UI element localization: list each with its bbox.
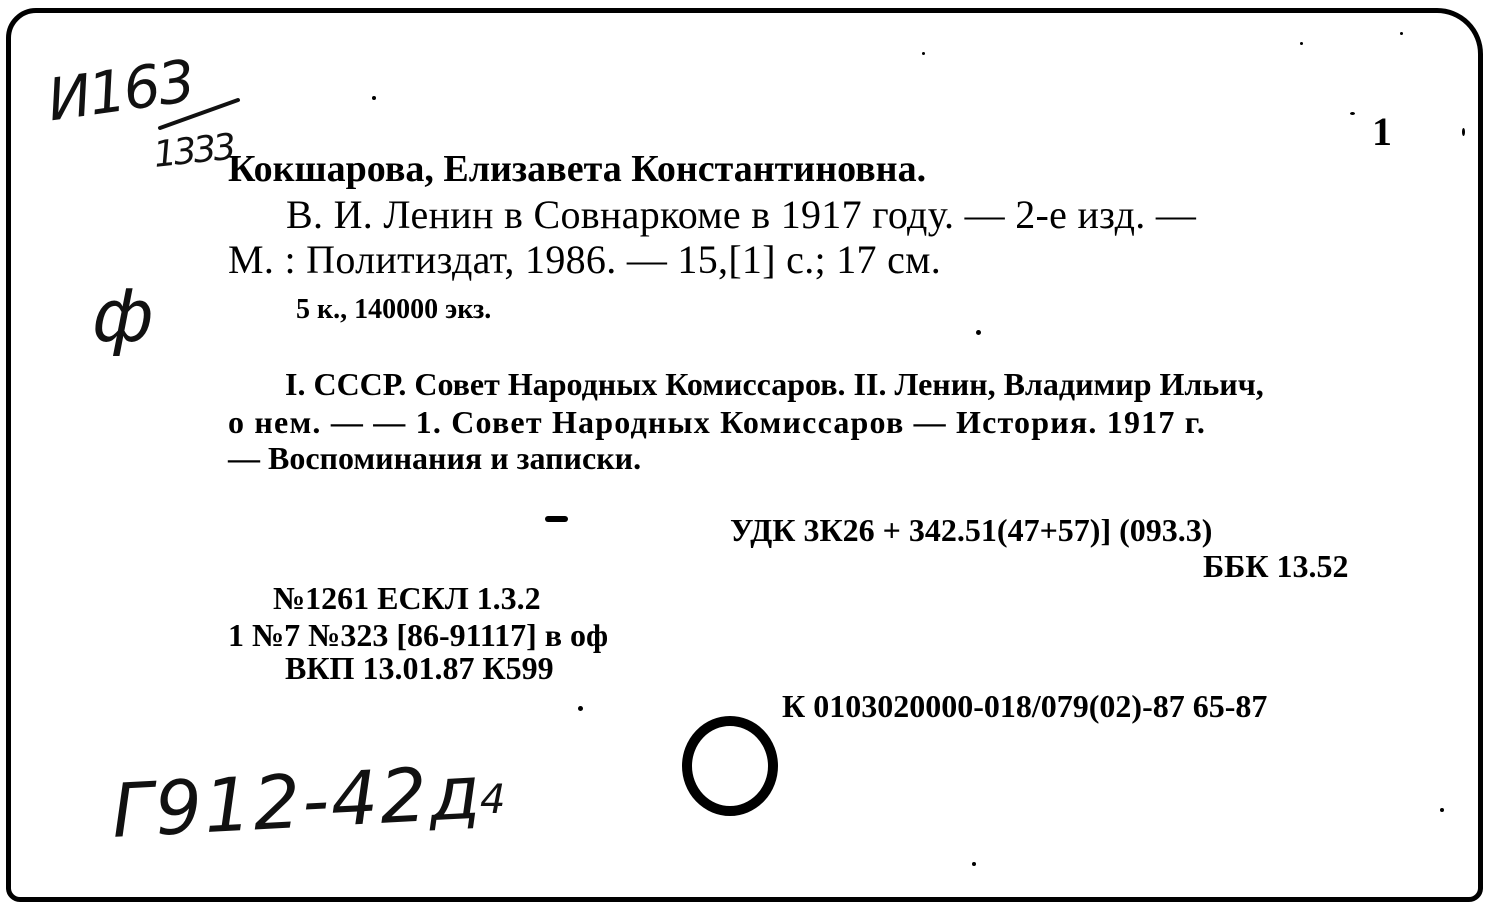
internal-line-1: №1261 ЕСКЛ 1.3.2 xyxy=(273,580,541,616)
author-heading: Кокшарова, Елизавета Константиновна. xyxy=(228,148,927,190)
handwritten-shelf-superscript: 4 xyxy=(480,777,506,823)
bbk-index: ББК 13.52 xyxy=(1203,548,1349,584)
tracing-line-1: I. СССР. Совет Народных Комиссаров. II. Ленин, Владимир Ильич, xyxy=(285,366,1264,402)
price-line: 5 к., 140000 экз. xyxy=(296,294,492,325)
handwritten-fraction: 1333 xyxy=(151,126,236,176)
handwritten-shelf-mark: Г912-42д xyxy=(109,749,485,855)
card-number: 1 xyxy=(1372,109,1392,154)
handwritten-side-mark: ф xyxy=(92,274,154,358)
speck xyxy=(1462,128,1465,136)
catalog-code: К 0103020000-018/079(02)-87 65-87 xyxy=(782,688,1268,724)
internal-line-3: ВКП 13.01.87 К599 xyxy=(285,650,554,686)
tracing-line-3: — Воспоминания и записки. xyxy=(228,440,642,476)
speck xyxy=(1350,112,1355,115)
internal-line-2: 1 №7 №323 [86-91117] в оф xyxy=(228,617,609,653)
udk-index: УДК 3К26 + 342.51(47+57)] (093.3) xyxy=(730,512,1213,548)
speck xyxy=(1400,32,1403,35)
speck xyxy=(972,862,976,866)
tracing-line-2: о нем. — — 1. Совет Народных Комиссаров — История. 1917 г. xyxy=(228,404,1207,440)
speck xyxy=(1440,808,1444,812)
handwritten-code: И163 xyxy=(43,46,198,135)
title-line: В. И. Ленин в Совнаркоме в 1917 году. — 2-е изд. — xyxy=(286,192,1197,237)
speck xyxy=(976,330,981,335)
speck xyxy=(922,52,925,55)
speck xyxy=(372,96,376,100)
speck xyxy=(578,706,583,711)
imprint-line: М. : Политиздат, 1986. — 15,[1] с.; 17 см. xyxy=(228,237,942,282)
speck xyxy=(1300,42,1303,45)
